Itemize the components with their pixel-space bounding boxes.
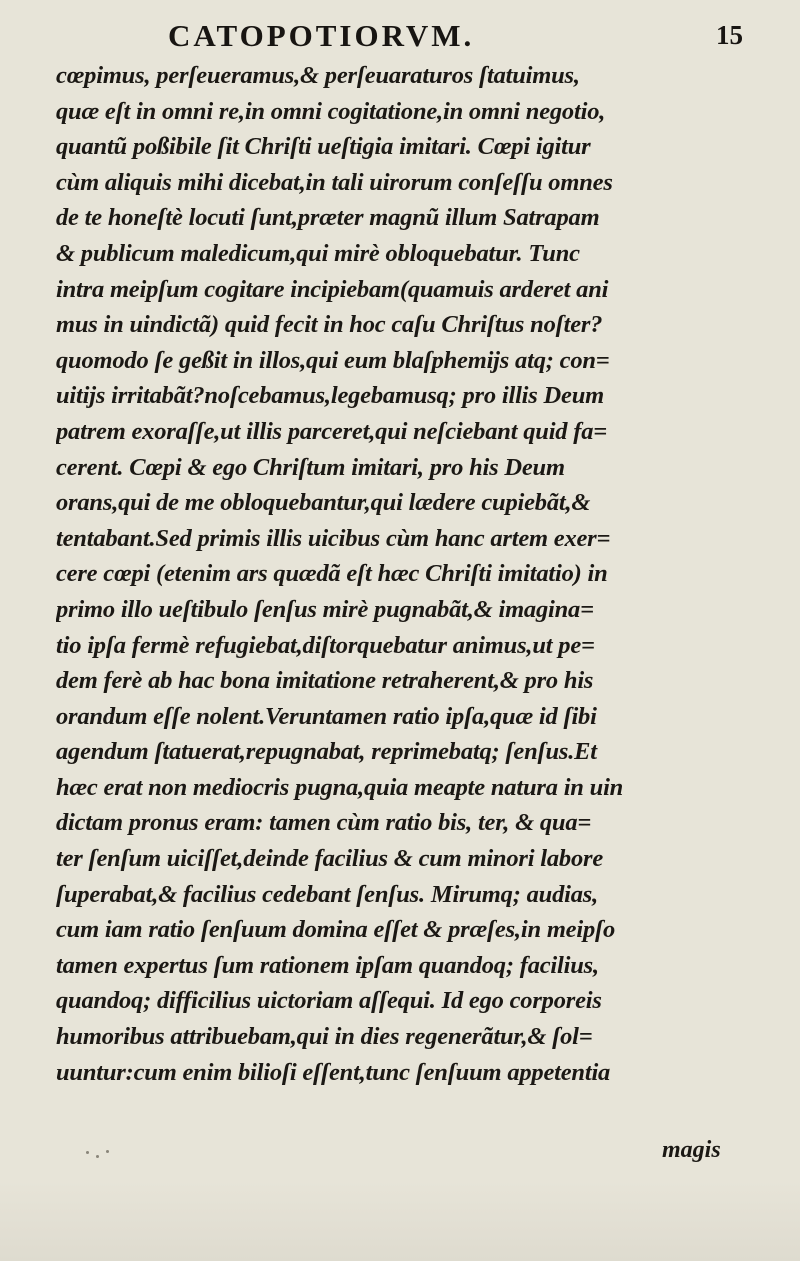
text-line: cœpimus, perſeueramus,& perſeuaraturos ſtatuimus, xyxy=(56,62,580,89)
text-line: quantũ poßibile ſit Chriſti ueſtigia imitari. Cœpi igitur xyxy=(56,133,591,161)
text-line: ter ſenſum uiciſſet,deinde facilius & cum minori labore xyxy=(56,845,604,873)
catchword: magis xyxy=(662,1137,721,1163)
text-line: quæ eſt in omni re,in omni cogitatione,in omni negotio, xyxy=(56,97,606,125)
text-line: quandoq; difficilius uictoriam aſſequi. Id ego corporeis xyxy=(56,987,602,1015)
running-head xyxy=(0,18,800,58)
running-head-title: CATOPOTIORVM. xyxy=(168,18,475,53)
text-line: mus in uindictã) quid fecit in hoc caſu Chriſtus noſter? xyxy=(56,311,603,339)
paper-blemish xyxy=(84,1147,114,1161)
text-line: tio ipſa fermè refugiebat,diſtorquebatur animus,ut pe= xyxy=(56,631,595,659)
text-line: de te honeſtè locuti ſunt,præter magnũ illum Satrapam xyxy=(56,204,600,232)
page-bottom-margin xyxy=(0,1180,800,1261)
text-line: cere cœpi (etenim ars quædã eſt hæc Chriſti imitatio) in xyxy=(56,560,608,588)
text-line: cùm aliquis mihi dicebat,in tali uirorum conſeſſu omnes xyxy=(56,168,613,196)
text-line: quomodo ſe geßit in illos,qui eum blaſphemijs atq; con= xyxy=(56,346,610,374)
text-line: cerent. Cœpi & ego Chriſtum imitari, pro his Deum xyxy=(56,453,565,481)
text-line: dictam pronus eram: tamen cùm ratio bis, ter, & qua= xyxy=(56,809,592,837)
page-number: 15 xyxy=(716,20,743,50)
text-line: intra meipſum cogitare incipiebam(quamuis arderet ani xyxy=(56,275,609,303)
text-line: uuntur:cum enim bilioſi eſſent,tunc ſenſuum appetentia xyxy=(56,1058,611,1086)
text-line: orans,qui de me obloquebantur,qui lædere cupiebãt,& xyxy=(56,489,591,517)
text-line: cum iam ratio ſenſuum domina eſſet & præſes,in meipſo xyxy=(56,916,616,944)
text-line: dem ferè ab hac bona imitatione retraherent,& pro his xyxy=(56,667,594,695)
body-text xyxy=(56,58,720,1090)
text-line: humoribus attribuebam,qui in dies regenerãtur,& ſol= xyxy=(56,1023,593,1051)
text-line: patrem exoraſſe,ut illis parceret,qui neſciebant quid fa= xyxy=(56,417,608,445)
text-line: uitijs irritabãt?noſcebamus,legebamusq; pro illis Deum xyxy=(56,382,604,410)
text-line: primo illo ueſtibulo ſenſus mirè pugnabãt,& imagina= xyxy=(56,595,594,623)
text-line: tamen expertus ſum rationem ipſam quandoq; facilius, xyxy=(56,951,599,979)
text-line: agendum ſtatuerat,repugnabat, reprimebatq; ſenſus.Et xyxy=(56,738,597,766)
text-line: tentabant.Sed primis illis uicibus cùm hanc artem exer= xyxy=(56,524,611,552)
text-line: orandum eſſe nolent.Veruntamen ratio ipſa,quæ id ſibi xyxy=(56,702,597,730)
text-line: hæc erat non mediocris pugna,quia meapte natura in uin xyxy=(56,773,624,801)
text-line: ſuperabat,& facilius cedebant ſenſus. Mirumq; audias, xyxy=(56,880,599,908)
text-line: & publicum maledicum,qui mirè obloquebatur. Tunc xyxy=(56,239,580,267)
